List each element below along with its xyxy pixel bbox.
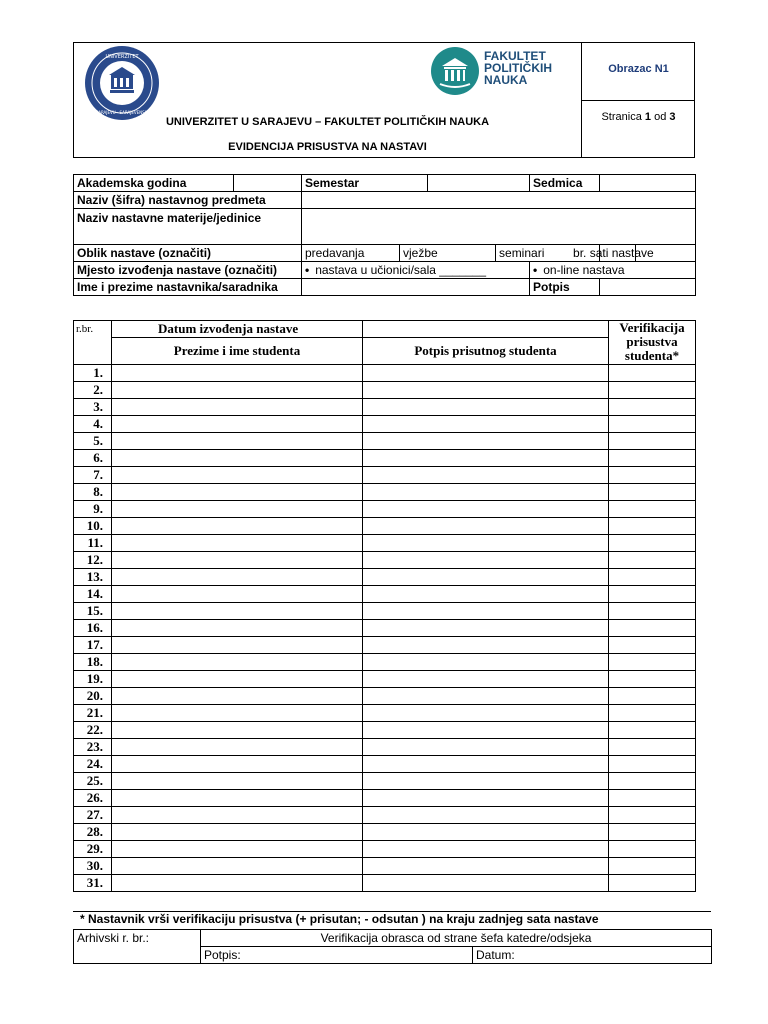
row-number: 11.: [74, 535, 112, 552]
student-signature-cell[interactable]: [363, 416, 609, 433]
semester-label: Semestar: [302, 175, 428, 192]
student-name-cell[interactable]: [112, 501, 363, 518]
verification-cell[interactable]: [609, 365, 696, 382]
attendance-row: [74, 416, 696, 433]
attendance-row: [74, 858, 696, 875]
student-signature-cell[interactable]: [363, 858, 609, 875]
student-name-cell[interactable]: [112, 824, 363, 841]
student-signature-cell[interactable]: [363, 807, 609, 824]
verification-cell[interactable]: [609, 586, 696, 603]
student-name-cell[interactable]: [112, 518, 363, 535]
unit-label: Naziv nastavne materije/jedinice: [74, 209, 302, 245]
verification-cell[interactable]: [609, 518, 696, 535]
faculty-logo-text: FAKULTET POLITIČKIH NAUKA: [484, 49, 552, 87]
row-number: 30.: [74, 858, 112, 875]
student-name-cell[interactable]: [112, 569, 363, 586]
attendance-row: [74, 569, 696, 586]
teacher-label: Ime i prezime nastavnika/saradnika: [74, 279, 302, 296]
verification-cell[interactable]: [609, 467, 696, 484]
place-option-online[interactable]: • on-line nastava: [530, 262, 696, 279]
hours-label: br. sati nastave: [573, 246, 654, 260]
student-name-cell[interactable]: [112, 399, 363, 416]
verification-cell[interactable]: [609, 484, 696, 501]
row-number: 17.: [74, 637, 112, 654]
option-vjezbe[interactable]: vježbe: [400, 245, 496, 262]
row-number: 1.: [74, 365, 112, 382]
student-signature-cell[interactable]: [363, 467, 609, 484]
verification-cell[interactable]: [609, 552, 696, 569]
attendance-row: [74, 484, 696, 501]
student-name-cell[interactable]: [112, 365, 363, 382]
student-name-cell[interactable]: [112, 773, 363, 790]
attendance-row: [74, 807, 696, 824]
place-label: Mjesto izvođenja nastave (označiti): [74, 262, 302, 279]
student-name-cell[interactable]: [112, 654, 363, 671]
row-number: 16.: [74, 620, 112, 637]
attendance-row: [74, 637, 696, 654]
student-signature-cell[interactable]: [363, 484, 609, 501]
verification-cell[interactable]: [609, 620, 696, 637]
row-number: 31.: [74, 875, 112, 892]
student-signature-cell[interactable]: [363, 399, 609, 416]
form-code: Obrazac N1: [608, 63, 669, 75]
student-signature-cell[interactable]: [363, 535, 609, 552]
student-name-cell[interactable]: [112, 620, 363, 637]
row-number: 4.: [74, 416, 112, 433]
university-seal-logo: [84, 45, 160, 121]
row-number: 5.: [74, 433, 112, 450]
verification-cell[interactable]: [609, 671, 696, 688]
attendance-row: [74, 501, 696, 518]
verification-cell[interactable]: [609, 705, 696, 722]
attendance-row: [74, 654, 696, 671]
student-name-cell[interactable]: [112, 705, 363, 722]
student-name-cell[interactable]: [112, 467, 363, 484]
row-number: 2.: [74, 382, 112, 399]
week-field[interactable]: [600, 175, 696, 192]
row-number: 9.: [74, 501, 112, 518]
row-number: 14.: [74, 586, 112, 603]
verification-cell[interactable]: [609, 756, 696, 773]
verification-cell[interactable]: [609, 722, 696, 739]
attendance-row: [74, 365, 696, 382]
student-signature-cell[interactable]: [363, 586, 609, 603]
student-name-cell[interactable]: [112, 484, 363, 501]
attendance-row: [74, 756, 696, 773]
attendance-row: [74, 603, 696, 620]
student-signature-cell[interactable]: [363, 739, 609, 756]
student-signature-cell[interactable]: [363, 654, 609, 671]
student-signature-cell[interactable]: [363, 637, 609, 654]
student-name-cell[interactable]: [112, 603, 363, 620]
verification-cell[interactable]: [609, 824, 696, 841]
attendance-row: [74, 841, 696, 858]
academic-year-label: Akademska godina: [74, 175, 234, 192]
university-title: UNIVERZITET U SARAJEVU – FAKULTET POLITIČKIH NAUKA: [165, 116, 490, 128]
attendance-row: [74, 773, 696, 790]
verification-header: Verifikacija prisustva studenta*: [609, 321, 696, 365]
attendance-row: [74, 467, 696, 484]
student-signature-cell[interactable]: [363, 671, 609, 688]
student-signature-cell[interactable]: [363, 824, 609, 841]
course-label: Naziv (šifra) nastavnog predmeta: [74, 192, 302, 209]
attendance-row: [74, 722, 696, 739]
student-signature-cell[interactable]: [363, 756, 609, 773]
student-name-cell[interactable]: [112, 671, 363, 688]
student-signature-cell[interactable]: [363, 450, 609, 467]
student-signature-header: Potpis prisutnog studenta: [363, 338, 609, 365]
row-number: 29.: [74, 841, 112, 858]
unit-field[interactable]: [302, 209, 696, 245]
row-number: 7.: [74, 467, 112, 484]
verification-cell[interactable]: [609, 790, 696, 807]
student-signature-cell[interactable]: [363, 382, 609, 399]
student-signature-cell[interactable]: [363, 688, 609, 705]
student-name-cell[interactable]: [112, 841, 363, 858]
attendance-row: [74, 620, 696, 637]
student-signature-cell[interactable]: [363, 518, 609, 535]
student-name-cell[interactable]: [112, 858, 363, 875]
row-number: 24.: [74, 756, 112, 773]
form-info-box: [581, 43, 695, 157]
student-signature-cell[interactable]: [363, 501, 609, 518]
student-name-cell[interactable]: [112, 722, 363, 739]
student-signature-cell[interactable]: [363, 433, 609, 450]
attendance-row: [74, 535, 696, 552]
student-signature-cell[interactable]: [363, 620, 609, 637]
academic-year-field[interactable]: [234, 175, 302, 192]
student-name-cell[interactable]: [112, 586, 363, 603]
verification-date-field[interactable]: Datum:: [473, 947, 712, 964]
row-number: 23.: [74, 739, 112, 756]
page-number: Stranica 1 od 3: [601, 111, 676, 123]
student-name-cell[interactable]: [112, 688, 363, 705]
student-signature-cell[interactable]: [363, 552, 609, 569]
row-number: 10.: [74, 518, 112, 535]
student-signature-cell[interactable]: [363, 773, 609, 790]
attendance-row: [74, 705, 696, 722]
svg-text:SARAJEVU · SARAJEVENSIS: SARAJEVU · SARAJEVENSIS: [95, 110, 149, 115]
student-signature-cell[interactable]: [363, 790, 609, 807]
verification-cell[interactable]: [609, 841, 696, 858]
row-number: 8.: [74, 484, 112, 501]
student-name-cell[interactable]: [112, 875, 363, 892]
row-number: 25.: [74, 773, 112, 790]
attendance-row: [74, 382, 696, 399]
student-name-header: Prezime i ime studenta: [112, 338, 363, 365]
document-title: EVIDENCIJA PRISUSTVA NA NASTAVI: [228, 141, 427, 153]
verification-cell[interactable]: [609, 535, 696, 552]
verification-cell[interactable]: [609, 688, 696, 705]
student-name-cell[interactable]: [112, 433, 363, 450]
student-name-cell[interactable]: [112, 535, 363, 552]
verification-cell[interactable]: [609, 637, 696, 654]
verification-cell[interactable]: [609, 433, 696, 450]
row-number: 12.: [74, 552, 112, 569]
attendance-row: [74, 433, 696, 450]
attendance-row: [74, 450, 696, 467]
verification-cell[interactable]: [609, 399, 696, 416]
row-number: 15.: [74, 603, 112, 620]
verification-cell[interactable]: [609, 654, 696, 671]
archive-number-label: Arhivski r. br.:: [74, 930, 201, 964]
attendance-row: [74, 824, 696, 841]
date-field[interactable]: [363, 321, 609, 338]
student-name-cell[interactable]: [112, 756, 363, 773]
place-option-classroom[interactable]: • nastava u učionici/sala _______: [302, 262, 530, 279]
teacher-signature-label: Potpis: [530, 279, 600, 296]
rbr-header: r.br.: [74, 321, 112, 365]
course-field[interactable]: [302, 192, 696, 209]
student-signature-cell[interactable]: [363, 722, 609, 739]
student-signature-cell[interactable]: [363, 705, 609, 722]
form-verification-label: Verifikacija obrasca od strane šefa katedre/odsjeka: [201, 930, 712, 947]
verification-note: * Nastavnik vrši verifikaciju prisustva (+ prisutan; - odsutan ) na kraju zadnjeg sata nastave: [80, 912, 599, 926]
row-number: 6.: [74, 450, 112, 467]
student-name-cell[interactable]: [112, 382, 363, 399]
student-name-cell[interactable]: [112, 416, 363, 433]
attendance-row: [74, 739, 696, 756]
student-signature-cell[interactable]: [363, 841, 609, 858]
verification-cell[interactable]: [609, 501, 696, 518]
attendance-row: [74, 586, 696, 603]
semester-field[interactable]: [428, 175, 530, 192]
teacher-field[interactable]: [302, 279, 530, 296]
head-signature-field[interactable]: Potpis:: [201, 947, 473, 964]
archive-footer-table: [73, 929, 712, 964]
attendance-table: [73, 320, 696, 892]
row-number: 20.: [74, 688, 112, 705]
verification-cell[interactable]: [609, 450, 696, 467]
verification-cell[interactable]: [609, 773, 696, 790]
faculty-logo-icon: [430, 46, 480, 96]
svg-text:UNIVERZITET: UNIVERZITET: [105, 54, 139, 60]
option-seminari[interactable]: seminari: [496, 245, 600, 262]
student-name-cell[interactable]: [112, 637, 363, 654]
week-label: Sedmica: [530, 175, 600, 192]
student-name-cell[interactable]: [112, 450, 363, 467]
attendance-row: [74, 875, 696, 892]
row-number: 27.: [74, 807, 112, 824]
student-signature-cell[interactable]: [363, 603, 609, 620]
row-number: 19.: [74, 671, 112, 688]
row-number: 13.: [74, 569, 112, 586]
attendance-row: [74, 518, 696, 535]
student-signature-cell[interactable]: [363, 365, 609, 382]
course-info-table: [73, 174, 696, 296]
row-number: 22.: [74, 722, 112, 739]
verification-cell[interactable]: [609, 739, 696, 756]
student-name-cell[interactable]: [112, 807, 363, 824]
attendance-row: [74, 790, 696, 807]
verification-cell[interactable]: [609, 858, 696, 875]
document-header: [73, 42, 695, 158]
verification-cell[interactable]: [609, 416, 696, 433]
student-name-cell[interactable]: [112, 552, 363, 569]
student-name-cell[interactable]: [112, 739, 363, 756]
student-name-cell[interactable]: [112, 790, 363, 807]
verification-cell[interactable]: [609, 382, 696, 399]
row-number: 28.: [74, 824, 112, 841]
verification-cell[interactable]: [609, 603, 696, 620]
attendance-row: [74, 552, 696, 569]
verification-cell[interactable]: [609, 875, 696, 892]
attendance-row: [74, 399, 696, 416]
row-number: 26.: [74, 790, 112, 807]
student-signature-cell[interactable]: [363, 875, 609, 892]
row-number: 21.: [74, 705, 112, 722]
verification-cell[interactable]: [609, 807, 696, 824]
student-signature-cell[interactable]: [363, 569, 609, 586]
row-number: 3.: [74, 399, 112, 416]
teacher-signature-field[interactable]: [600, 279, 696, 296]
attendance-row: [74, 671, 696, 688]
option-predavanja[interactable]: predavanja: [302, 245, 400, 262]
attendance-row: [74, 688, 696, 705]
row-number: 18.: [74, 654, 112, 671]
verification-cell[interactable]: [609, 569, 696, 586]
date-header: Datum izvođenja nastave: [112, 321, 363, 338]
form-label: Oblik nastave (označiti): [74, 245, 302, 262]
